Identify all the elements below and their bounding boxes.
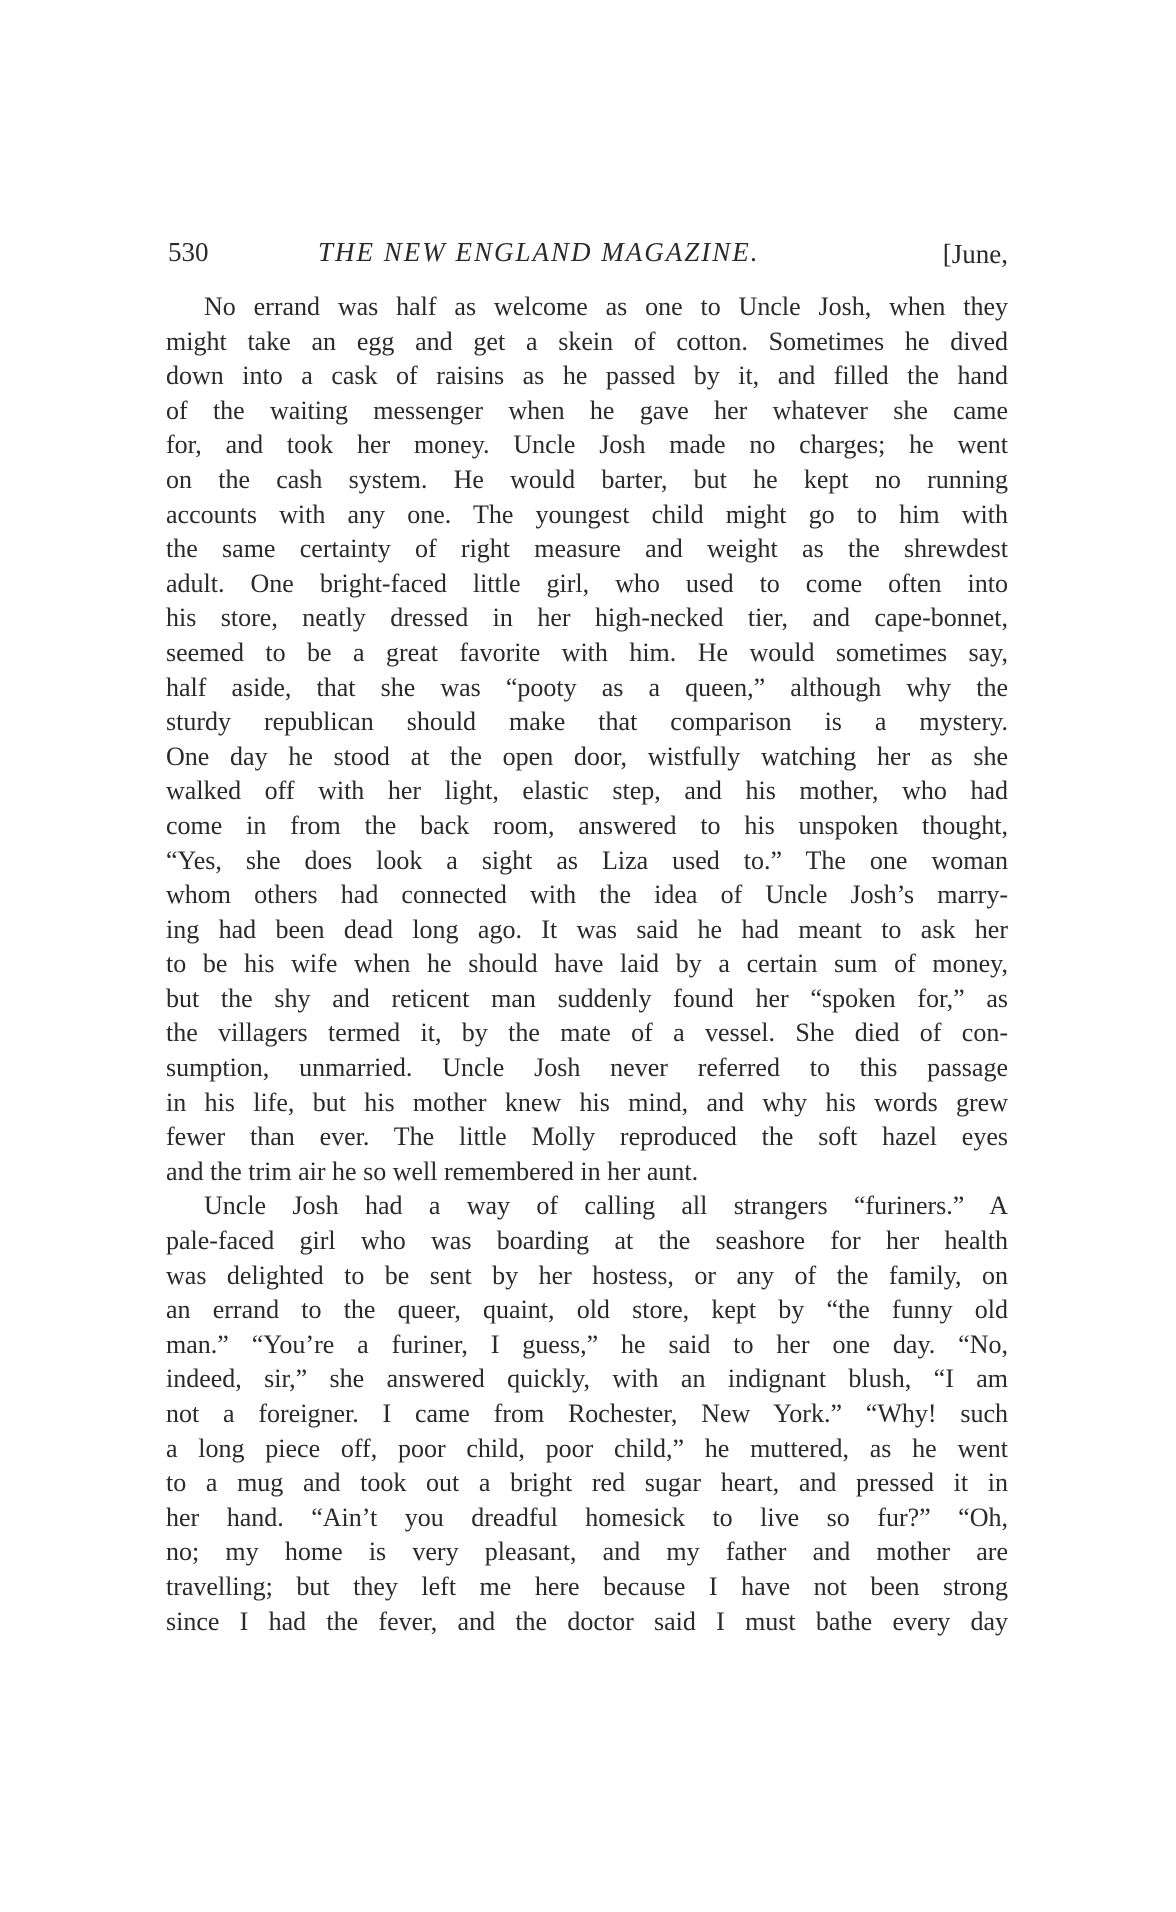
text-line: and the trim air he so well remembered in her aunt. — [166, 1156, 699, 1186]
text-line: sturdy republican should make that comparison is a mystery. — [166, 707, 1008, 737]
text-line: One day he stood at the open door, wistfully watching her as she — [166, 741, 1008, 771]
paragraph-1 — [166, 290, 1008, 1189]
text-line: her hand. “Ain’t you dreadful homesick to live so fur?” “Oh, — [166, 1502, 1008, 1532]
text-line: a long piece off, poor child, poor child,” he muttered, as he went — [166, 1433, 1008, 1463]
body-text — [166, 290, 1008, 1639]
text-line: no; my home is very pleasant, and my father and mother are — [166, 1537, 1008, 1567]
paragraph-2 — [166, 1189, 1008, 1639]
text-line: half aside, that she was “pooty as a queen,” although why the — [166, 672, 1008, 702]
text-line: an errand to the queer, quaint, old store, kept by “the funny old — [166, 1295, 1008, 1325]
section-marker: [June, — [942, 239, 1008, 269]
text-line: accounts with any one. The youngest child might go to him with — [166, 499, 1008, 529]
text-line: the same certainty of right measure and weight as the shrewdest — [166, 534, 1008, 564]
text-line: on the cash system. He would barter, but he kept no running — [166, 464, 1008, 494]
running-title: THE NEW ENGLAND MAGAZINE. — [318, 237, 760, 267]
text-line: No errand was half as welcome as one to Uncle Josh, when they — [204, 292, 1008, 321]
text-line: whom others had connected with the idea of Uncle Josh’s marry- — [166, 880, 1008, 910]
text-line: Uncle Josh had a way of calling all strangers “furiners.” A — [204, 1191, 1008, 1221]
page-header — [168, 232, 1008, 272]
text-line: since I had the fever, and the doctor said I must bathe every day — [166, 1606, 1008, 1636]
page-number: 530 — [168, 237, 209, 267]
text-line: not a foreigner. I came from Rochester, New York.” “Why! such — [166, 1399, 1008, 1428]
text-line: his store, neatly dressed in her high-necked tier, and cape-bonnet, — [166, 603, 1008, 633]
text-line: ing had been dead long ago. It was said he had meant to ask her — [166, 914, 1008, 944]
text-line: of the waiting messenger when he gave her whatever she came — [166, 395, 1008, 425]
text-line: sumption, unmarried. Uncle Josh never referred to this passage — [166, 1053, 1008, 1083]
text-line: walked off with her light, elastic step, and his mother, who had — [166, 776, 1008, 806]
text-line: to a mug and took out a bright red sugar heart, and pressed it in — [166, 1468, 1008, 1498]
text-line: fewer than ever. The little Molly reproduced the soft hazel eyes — [166, 1122, 1008, 1152]
text-line: seemed to be a great favorite with him. He would sometimes say, — [166, 637, 1008, 667]
text-line: man.” “You’re a furiner, I guess,” he said to her one day. “No, — [166, 1329, 1008, 1359]
text-line: travelling; but they left me here because I have not been strong — [166, 1571, 1008, 1601]
text-line: for, and took her money. Uncle Josh made no charges; he went — [166, 430, 1008, 460]
text-line: down into a cask of raisins as he passed by it, and filled the hand — [166, 361, 1008, 391]
text-line: the villagers termed it, by the mate of a vessel. She died of con- — [166, 1018, 1008, 1048]
text-line: adult. One bright-faced little girl, who used to come often into — [166, 568, 1008, 598]
text-line: come in from the back room, answered to his unspoken thought, — [166, 810, 1008, 840]
text-line: was delighted to be sent by her hostess, or any of the family, on — [166, 1260, 1008, 1290]
text-line: “Yes, she does look a sight as Liza used to.” The one woman — [166, 845, 1008, 875]
text-line: indeed, sir,” she answered quickly, with an indignant blush, “I am — [166, 1364, 1008, 1394]
text-line: to be his wife when he should have laid by a certain sum of money, — [166, 949, 1008, 979]
text-line: but the shy and reticent man suddenly found her “spoken for,” as — [166, 983, 1008, 1013]
text-line: pale-faced girl who was boarding at the seashore for her health — [166, 1226, 1008, 1256]
text-line: in his life, but his mother knew his mind, and why his words grew — [166, 1087, 1008, 1117]
text-line: might take an egg and get a skein of cotton. Sometimes he dived — [166, 326, 1008, 356]
